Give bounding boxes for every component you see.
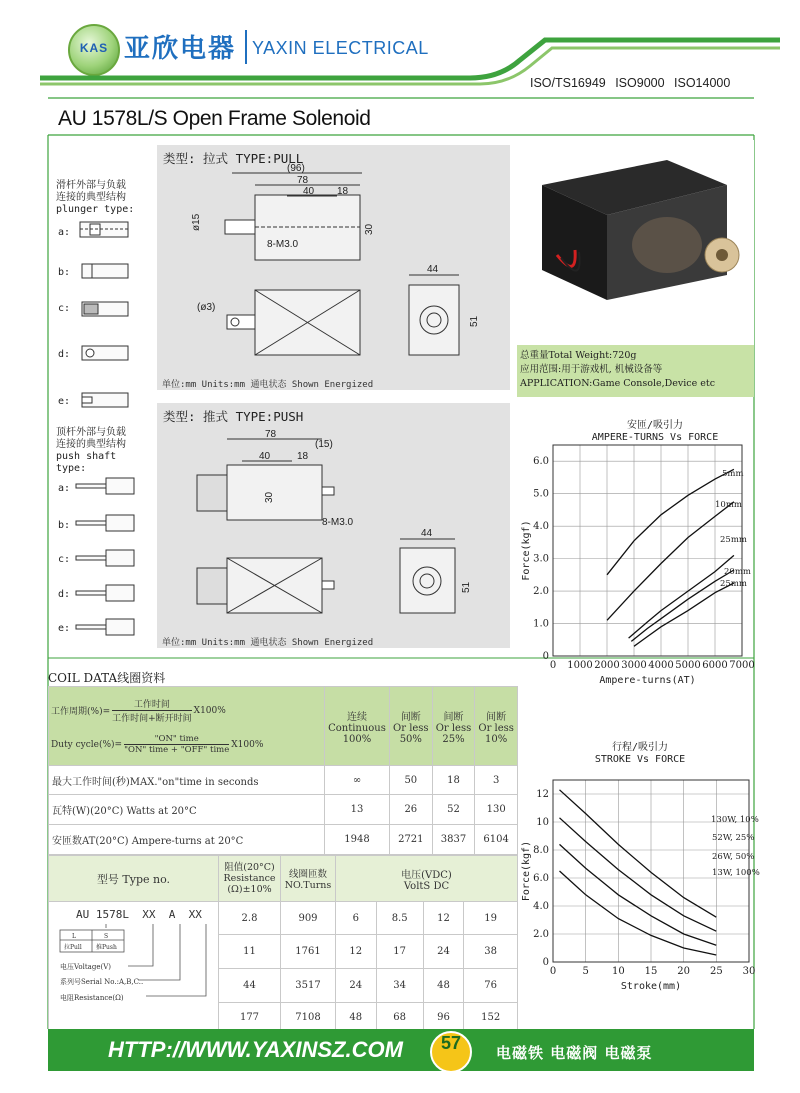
x-tick-label: 5 [582, 966, 589, 977]
y-tick-label: 10 [536, 817, 549, 828]
x-tick-label: 1000 [567, 660, 593, 671]
svg-text:电阻Resistance(Ω): 电阻Resistance(Ω) [60, 994, 124, 1002]
push-type-note: 单位:mm Units:mm 通电状态 Shown Energized [162, 638, 374, 648]
push-item-d: d: [58, 589, 71, 600]
x-tick-label: 3000 [621, 660, 647, 671]
push-item-b: b: [58, 520, 71, 531]
push-type-title: 类型: 推式 TYPE:PUSH [163, 409, 304, 424]
total-weight: 总重量Total Weight:720g [520, 350, 637, 361]
svg-text:L: L [72, 933, 76, 940]
table-row: 44 3517 24 34 48 76 [49, 969, 518, 1003]
x-tick-label: 25 [709, 966, 723, 977]
plunger-item-a: a: [58, 227, 71, 238]
table-row: 最大工作时间(秒)MAX."on"time in seconds ∞ 50 18 3 [49, 766, 518, 795]
pull-dim-44: 44 [427, 264, 439, 275]
svg-text:S: S [104, 933, 109, 940]
product-info-box [517, 345, 754, 397]
x-tick-label: 30 [742, 966, 756, 977]
push-dim-44: 44 [421, 528, 433, 539]
website-link[interactable]: HTTP://WWW.YAXINSZ.COM [108, 1037, 403, 1062]
y-tick-label: 1.0 [533, 618, 549, 630]
pull-type-note: 单位:mm Units:mm 通电状态 Shown Energized [162, 380, 374, 390]
y-tick-label: 12 [536, 789, 549, 800]
series-label: 25mm [720, 535, 747, 545]
push-dim-78: 78 [265, 429, 277, 440]
pull-dim-18: 18 [337, 186, 349, 197]
push-item-e: e: [58, 623, 71, 634]
mode-continuous: 连续 Continuous 100% [325, 687, 390, 766]
logo-text: KAS [79, 41, 109, 55]
y-tick-label: 2.0 [533, 586, 549, 598]
application-cn: 应用范围:用于游戏机, 机械设备等 [520, 364, 663, 375]
table-row: 177 7108 48 68 96 152 [49, 1003, 518, 1033]
pull-dim-51: 51 [469, 315, 480, 327]
series-line [629, 555, 734, 638]
duty-cycle-formula: 工作周期(%)= 工作时间 工作时间+断开时间 X100% Duty cycle(%)= "ON" time "ON" time + "OFF" time X100% [49, 687, 325, 766]
x-tick-label: 2000 [594, 660, 620, 671]
at-force-chart [517, 445, 754, 690]
iso-certifications: ISO/TS16949 ISO9000 ISO14000 [530, 76, 731, 90]
series-line [631, 570, 734, 641]
series-label: 130W, 10% [711, 815, 759, 825]
y-tick-label: 2.0 [533, 929, 549, 940]
y-tick-label: 0 [542, 957, 549, 968]
push-dim-40: 40 [259, 451, 271, 462]
y-tick-label: 6.0 [533, 873, 549, 884]
y-tick-label: 6.0 [533, 456, 549, 468]
mode-10: 间断 Or less 10% [475, 687, 518, 766]
series-line [634, 583, 734, 646]
footer-tagline: 电磁铁 电磁阀 电磁泵 [496, 1044, 653, 1062]
series-line [560, 818, 717, 931]
series-label: 25mm [720, 579, 747, 589]
table-row: 安匝数AT(20°C) Ampere-turns at 20°C 1948 2721 3837 6104 [49, 825, 518, 855]
pull-dim-96: (96) [287, 163, 305, 174]
x-axis-label: Stroke(mm) [620, 981, 682, 992]
brand-name-cn: 亚欣电器 [124, 34, 237, 64]
series-label: 52W, 25% [712, 833, 755, 843]
x-axis-label: Ampere-turns(AT) [599, 675, 696, 686]
model-header: 型号 Type no. [49, 856, 219, 902]
coil-data-title: COIL DATA线圈资料 [48, 671, 166, 685]
x-tick-label: 7000 [729, 660, 755, 671]
push-dim-15: (15) [315, 439, 333, 450]
page-title: AU 1578L/S Open Frame Solenoid [58, 107, 371, 130]
plunger-item-d: d: [58, 349, 71, 360]
x-tick-label: 5000 [675, 660, 701, 671]
y-axis-label: Force(kgf) [521, 520, 532, 581]
svg-text:系列号Serial No.:A,B,C..: 系列号Serial No.:A,B,C.. [60, 978, 144, 986]
pull-dim-d15: ø15 [191, 213, 202, 231]
pull-dim-d3: (ø3) [197, 302, 216, 313]
y-tick-label: 4.0 [533, 521, 549, 533]
push-type-drawing [157, 403, 510, 648]
svg-text:拉Pull: 拉Pull [64, 944, 82, 951]
series-label: 10mm [715, 500, 742, 510]
at-force-chart-title: 安匝/吸引力 AMPERE-TURNS Vs FORCE [591, 420, 719, 443]
stroke-force-chart-title: 行程/吸引力 STROKE Vs FORCE [594, 742, 686, 765]
push-shaft-heading: 顶杆外部与负载 连接的典型结构 push shaft type: [56, 427, 126, 474]
series-line [560, 871, 717, 955]
plunger-item-b: b: [58, 267, 71, 278]
y-tick-label: 5.0 [533, 488, 549, 500]
stroke-force-chart [517, 768, 760, 1013]
series-label: 5mm [722, 469, 744, 479]
plot-frame [553, 445, 742, 656]
page-number: 57 [430, 1031, 472, 1073]
table-row: 2.8 909 6 8.5 12 19 [49, 902, 518, 935]
push-dim-18: 18 [297, 451, 309, 462]
svg-text:推Push: 推Push [96, 944, 117, 951]
series-label: 26W, 50% [712, 852, 755, 862]
pull-dim-78: 78 [297, 175, 309, 186]
series-line [560, 844, 717, 945]
series-line [560, 790, 717, 917]
pull-dim-m3: 8-M3.0 [267, 239, 299, 250]
plunger-item-c: c: [58, 303, 71, 314]
x-tick-label: 10 [611, 966, 625, 977]
table-row: 瓦特(W)(20°C) Watts at 20°C 13 26 52 130 [49, 795, 518, 825]
model-code-legend [58, 924, 218, 1008]
push-shaft-drawings [70, 470, 150, 650]
series-label: 20mm [724, 567, 751, 577]
mode-50: 间断 Or less 50% [389, 687, 432, 766]
y-tick-label: 8.0 [533, 845, 549, 856]
x-tick-label: 4000 [648, 660, 674, 671]
push-item-a: a: [58, 483, 71, 494]
mode-25: 间断 Or less 25% [432, 687, 475, 766]
y-tick-label: 0 [542, 651, 549, 662]
push-dim-51: 51 [461, 581, 472, 593]
x-tick-label: 0 [549, 966, 557, 977]
pull-dim-30: 30 [364, 223, 375, 235]
push-dim-m3: 8-M3.0 [322, 517, 354, 528]
svg-text:电压Voltage(V): 电压Voltage(V) [60, 963, 111, 971]
y-tick-label: 4.0 [533, 901, 549, 912]
model-code: AU 1578L XX A XX [76, 908, 202, 921]
turns-header: 线圈匝数 NO.Turns [281, 856, 336, 902]
x-tick-label: 6000 [702, 660, 728, 671]
x-tick-label: 20 [677, 966, 691, 977]
product-photo [517, 140, 754, 345]
push-item-c: c: [58, 554, 71, 565]
voltage-header: 电压(VDC) VoltS DC [336, 856, 518, 902]
series-label: 13W, 100% [712, 868, 760, 878]
brand-name-en: YAXIN ELECTRICAL [252, 38, 429, 58]
coil-duty-table [48, 686, 518, 855]
x-tick-label: 15 [644, 966, 658, 977]
y-tick-label: 3.0 [533, 553, 549, 565]
table-row: 11 1761 12 17 24 38 [49, 935, 518, 969]
plunger-type-drawings [70, 210, 150, 420]
application-en: APPLICATION:Game Console,Device etc [520, 378, 716, 389]
resistance-header: 阻值(20°C) Resistance (Ω)±10% [219, 856, 281, 902]
pull-type-title: 类型: 拉式 TYPE:PULL [163, 151, 304, 166]
push-dim-30: 30 [264, 491, 275, 503]
y-axis-label: Force(kgf) [521, 840, 532, 902]
pull-type-drawing [157, 145, 510, 390]
pull-dim-40: 40 [303, 186, 315, 197]
x-tick-label: 0 [549, 660, 557, 671]
plunger-type-heading: 滑杆外部与负载 连接的典型结构 plunger type: [56, 180, 135, 215]
plunger-item-e: e: [58, 396, 71, 407]
